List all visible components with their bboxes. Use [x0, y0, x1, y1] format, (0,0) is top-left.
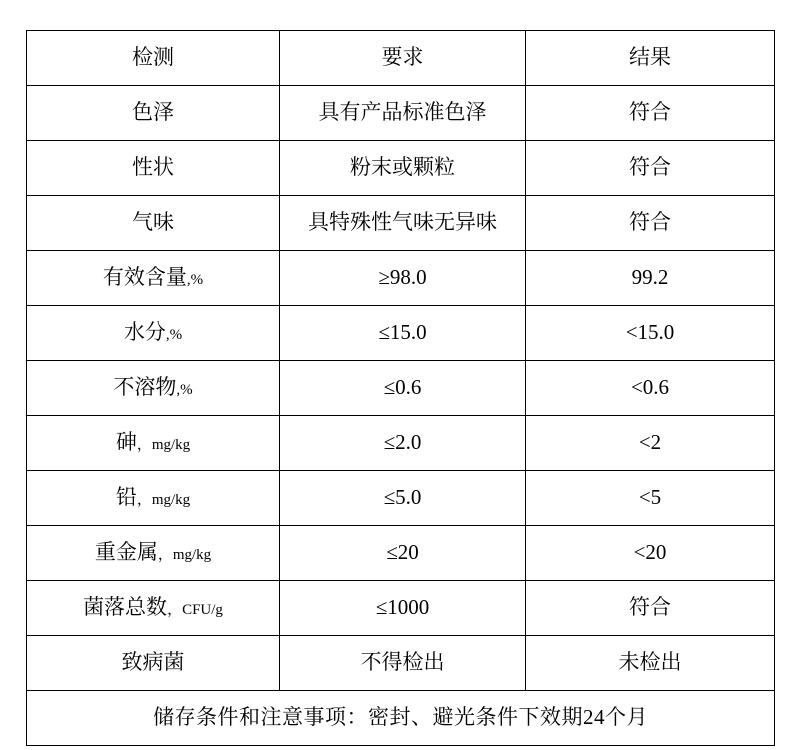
- table-row: [27, 361, 775, 416]
- cell-requirement: ≤1000: [280, 581, 526, 636]
- table-header-row: [27, 31, 775, 86]
- table-footer-row: [27, 691, 775, 746]
- storage-note: 储存条件和注意事项：密封、避光条件下效期24个月: [27, 691, 775, 746]
- cell-result: <15.0: [526, 306, 775, 361]
- cell-result: <0.6: [526, 361, 775, 416]
- specification-table: [26, 30, 775, 746]
- cell-item: 有效含量,%: [27, 251, 280, 306]
- cell-item: 致病菌: [27, 636, 280, 691]
- cell-result: <2: [526, 416, 775, 471]
- header-cell-item: 检测: [27, 31, 280, 86]
- cell-result: 符合: [526, 86, 775, 141]
- cell-requirement: ≥98.0: [280, 251, 526, 306]
- cell-result: 99.2: [526, 251, 775, 306]
- table-row: [27, 416, 775, 471]
- header-cell-requirement: 要求: [280, 31, 526, 86]
- cell-requirement: ≤5.0: [280, 471, 526, 526]
- table-row: [27, 526, 775, 581]
- cell-result: 未检出: [526, 636, 775, 691]
- cell-requirement: 具有产品标准色泽: [280, 86, 526, 141]
- cell-item: 砷，mg/kg: [27, 416, 280, 471]
- header-cell-result: 结果: [526, 31, 775, 86]
- cell-requirement: ≤15.0: [280, 306, 526, 361]
- table-row: [27, 636, 775, 691]
- table-row: [27, 471, 775, 526]
- table-row: [27, 141, 775, 196]
- cell-item: 不溶物,%: [27, 361, 280, 416]
- cell-item: 重金属，mg/kg: [27, 526, 280, 581]
- table-row: [27, 196, 775, 251]
- table-row: [27, 251, 775, 306]
- cell-result: <20: [526, 526, 775, 581]
- cell-requirement: ≤2.0: [280, 416, 526, 471]
- cell-requirement: ≤0.6: [280, 361, 526, 416]
- cell-requirement: 不得检出: [280, 636, 526, 691]
- cell-result: 符合: [526, 196, 775, 251]
- table-row: [27, 306, 775, 361]
- table-row: [27, 86, 775, 141]
- cell-item: 菌落总数，CFU/g: [27, 581, 280, 636]
- cell-item: 铅，mg/kg: [27, 471, 280, 526]
- cell-item: 色泽: [27, 86, 280, 141]
- cell-item: 气味: [27, 196, 280, 251]
- cell-result: 符合: [526, 141, 775, 196]
- table-row: [27, 581, 775, 636]
- spec-table-container: [26, 30, 774, 730]
- cell-requirement: 具特殊性气味无异味: [280, 196, 526, 251]
- cell-requirement: 粉末或颗粒: [280, 141, 526, 196]
- cell-item: 性状: [27, 141, 280, 196]
- cell-requirement: ≤20: [280, 526, 526, 581]
- cell-item: 水分,%: [27, 306, 280, 361]
- cell-result: 符合: [526, 581, 775, 636]
- cell-result: <5: [526, 471, 775, 526]
